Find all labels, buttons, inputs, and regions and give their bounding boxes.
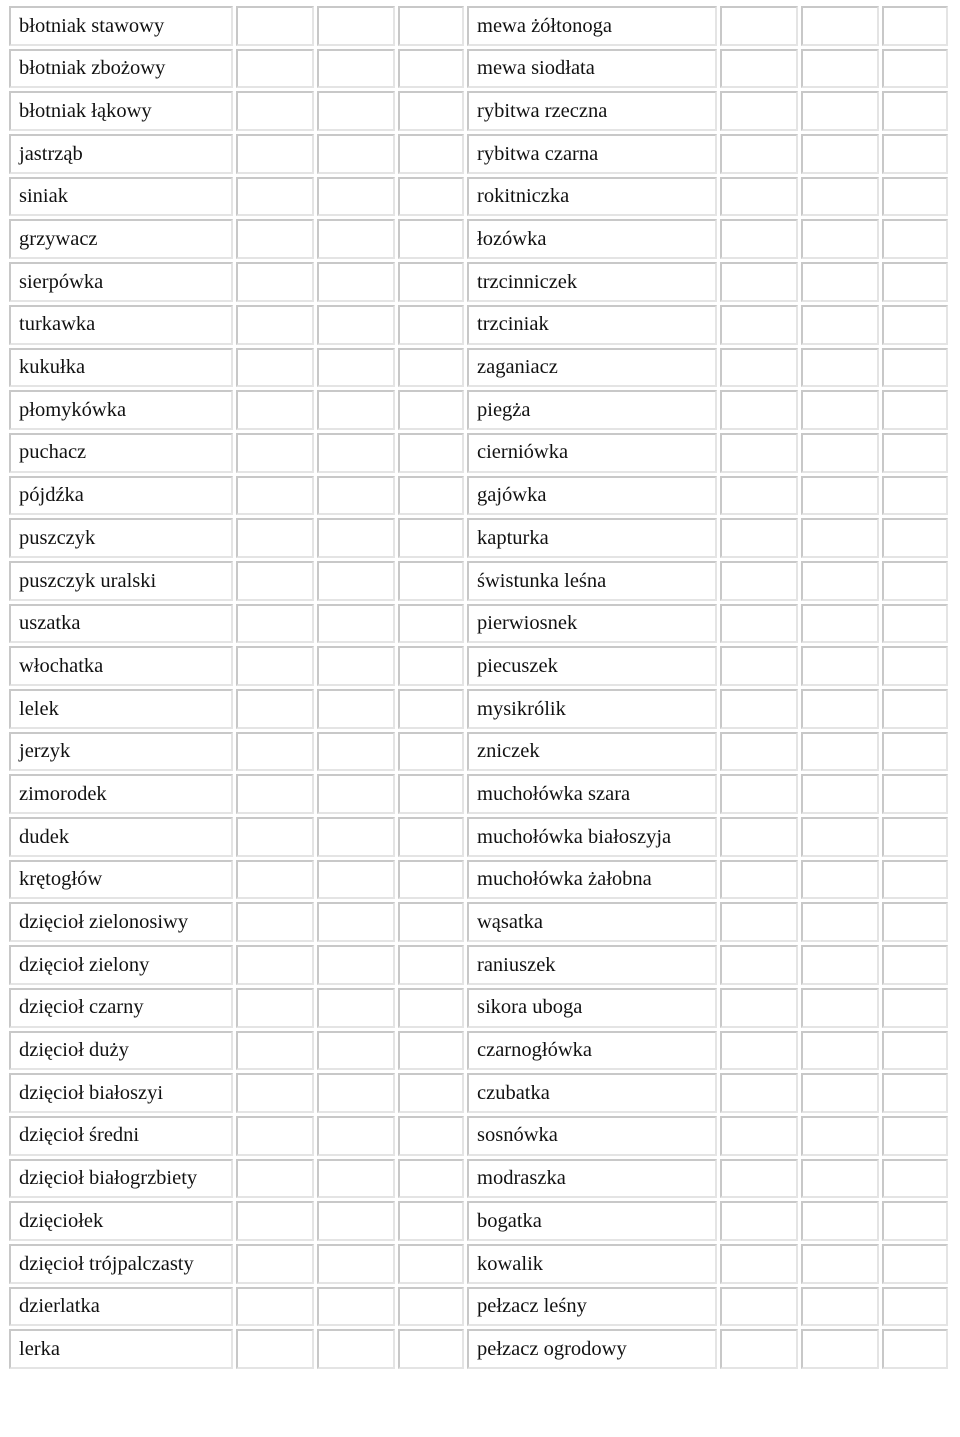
species-name-cell: czubatka bbox=[467, 1073, 717, 1113]
table-row bbox=[9, 433, 948, 473]
species-name-cell: modraszka bbox=[467, 1159, 717, 1199]
empty-cell bbox=[882, 945, 948, 985]
empty-cell bbox=[236, 262, 314, 302]
empty-cell bbox=[801, 604, 879, 644]
empty-cell bbox=[317, 1159, 395, 1199]
empty-cell bbox=[882, 476, 948, 516]
species-name-cell: łozówka bbox=[467, 219, 717, 259]
empty-cell bbox=[720, 91, 798, 131]
empty-cell bbox=[720, 1116, 798, 1156]
table-row bbox=[9, 348, 948, 388]
empty-cell bbox=[398, 6, 464, 46]
table-row bbox=[9, 134, 948, 174]
table-row bbox=[9, 646, 948, 686]
species-name-cell: jerzyk bbox=[9, 732, 233, 772]
empty-cell bbox=[398, 732, 464, 772]
table-row bbox=[9, 689, 948, 729]
empty-cell bbox=[398, 1116, 464, 1156]
species-name-cell: puszczyk uralski bbox=[9, 561, 233, 601]
empty-cell bbox=[882, 219, 948, 259]
empty-cell bbox=[882, 817, 948, 857]
empty-cell bbox=[236, 91, 314, 131]
empty-cell bbox=[236, 1031, 314, 1071]
empty-cell bbox=[882, 561, 948, 601]
empty-cell bbox=[720, 1201, 798, 1241]
empty-cell bbox=[317, 817, 395, 857]
empty-cell bbox=[801, 6, 879, 46]
empty-cell bbox=[236, 433, 314, 473]
table-row bbox=[9, 988, 948, 1028]
empty-cell bbox=[882, 518, 948, 558]
table-row bbox=[9, 1116, 948, 1156]
empty-cell bbox=[801, 177, 879, 217]
species-name-cell: uszatka bbox=[9, 604, 233, 644]
empty-cell bbox=[398, 817, 464, 857]
empty-cell bbox=[317, 988, 395, 1028]
species-name-cell: kowalik bbox=[467, 1244, 717, 1284]
species-name-cell: mysikrólik bbox=[467, 689, 717, 729]
empty-cell bbox=[801, 1159, 879, 1199]
species-name-cell: puszczyk bbox=[9, 518, 233, 558]
species-name-cell: płomykówka bbox=[9, 390, 233, 430]
empty-cell bbox=[398, 988, 464, 1028]
empty-cell bbox=[317, 774, 395, 814]
empty-cell bbox=[720, 177, 798, 217]
empty-cell bbox=[236, 6, 314, 46]
species-name-cell: kapturka bbox=[467, 518, 717, 558]
empty-cell bbox=[236, 860, 314, 900]
empty-cell bbox=[317, 860, 395, 900]
empty-cell bbox=[317, 1329, 395, 1369]
empty-cell bbox=[236, 774, 314, 814]
empty-cell bbox=[882, 390, 948, 430]
empty-cell bbox=[398, 262, 464, 302]
species-name-cell: mewa siodłata bbox=[467, 49, 717, 89]
empty-cell bbox=[317, 91, 395, 131]
empty-cell bbox=[882, 1244, 948, 1284]
table-row bbox=[9, 561, 948, 601]
empty-cell bbox=[317, 305, 395, 345]
empty-cell bbox=[317, 6, 395, 46]
species-name-cell: świstunka leśna bbox=[467, 561, 717, 601]
empty-cell bbox=[801, 561, 879, 601]
empty-cell bbox=[801, 390, 879, 430]
species-name-cell: sosnówka bbox=[467, 1116, 717, 1156]
empty-cell bbox=[720, 902, 798, 942]
empty-cell bbox=[882, 860, 948, 900]
species-name-cell: muchołówka białoszyja bbox=[467, 817, 717, 857]
table-row bbox=[9, 1244, 948, 1284]
empty-cell bbox=[398, 1244, 464, 1284]
empty-cell bbox=[720, 1329, 798, 1369]
empty-cell bbox=[398, 1073, 464, 1113]
species-name-cell: rybitwa czarna bbox=[467, 134, 717, 174]
empty-cell bbox=[398, 348, 464, 388]
empty-cell bbox=[236, 1159, 314, 1199]
empty-cell bbox=[236, 1073, 314, 1113]
empty-cell bbox=[882, 305, 948, 345]
empty-cell bbox=[882, 1031, 948, 1071]
species-name-cell: rybitwa rzeczna bbox=[467, 91, 717, 131]
empty-cell bbox=[398, 219, 464, 259]
table-row bbox=[9, 1073, 948, 1113]
empty-cell bbox=[398, 1031, 464, 1071]
species-name-cell: dzięcioł czarny bbox=[9, 988, 233, 1028]
empty-cell bbox=[720, 561, 798, 601]
species-name-cell: błotniak stawowy bbox=[9, 6, 233, 46]
empty-cell bbox=[398, 945, 464, 985]
empty-cell bbox=[398, 476, 464, 516]
empty-cell bbox=[236, 219, 314, 259]
empty-cell bbox=[398, 134, 464, 174]
empty-cell bbox=[801, 305, 879, 345]
species-name-cell: błotniak łąkowy bbox=[9, 91, 233, 131]
empty-cell bbox=[236, 1201, 314, 1241]
empty-cell bbox=[317, 1073, 395, 1113]
empty-cell bbox=[236, 134, 314, 174]
empty-cell bbox=[317, 134, 395, 174]
empty-cell bbox=[882, 604, 948, 644]
species-name-cell: muchołówka szara bbox=[467, 774, 717, 814]
empty-cell bbox=[317, 433, 395, 473]
species-name-cell: włochatka bbox=[9, 646, 233, 686]
species-name-cell: zimorodek bbox=[9, 774, 233, 814]
empty-cell bbox=[882, 1116, 948, 1156]
empty-cell bbox=[882, 134, 948, 174]
species-name-cell: trzciniak bbox=[467, 305, 717, 345]
species-name-cell: dzięciołek bbox=[9, 1201, 233, 1241]
empty-cell bbox=[801, 646, 879, 686]
table-row bbox=[9, 177, 948, 217]
species-name-cell: bogatka bbox=[467, 1201, 717, 1241]
empty-cell bbox=[801, 348, 879, 388]
species-name-cell: raniuszek bbox=[467, 945, 717, 985]
empty-cell bbox=[398, 860, 464, 900]
empty-cell bbox=[720, 134, 798, 174]
species-name-cell: trzcinniczek bbox=[467, 262, 717, 302]
species-name-cell: cierniówka bbox=[467, 433, 717, 473]
empty-cell bbox=[317, 476, 395, 516]
empty-cell bbox=[236, 561, 314, 601]
empty-cell bbox=[882, 177, 948, 217]
empty-cell bbox=[720, 262, 798, 302]
empty-cell bbox=[720, 433, 798, 473]
empty-cell bbox=[317, 177, 395, 217]
species-name-cell: turkawka bbox=[9, 305, 233, 345]
empty-cell bbox=[236, 817, 314, 857]
table-row bbox=[9, 732, 948, 772]
species-name-cell: dzięcioł zielonosiwy bbox=[9, 902, 233, 942]
empty-cell bbox=[236, 476, 314, 516]
empty-cell bbox=[236, 988, 314, 1028]
empty-cell bbox=[317, 1244, 395, 1284]
empty-cell bbox=[720, 988, 798, 1028]
empty-cell bbox=[398, 91, 464, 131]
empty-cell bbox=[882, 1329, 948, 1369]
empty-cell bbox=[317, 1116, 395, 1156]
empty-cell bbox=[398, 518, 464, 558]
table-row bbox=[9, 305, 948, 345]
empty-cell bbox=[317, 604, 395, 644]
table-row bbox=[9, 945, 948, 985]
empty-cell bbox=[720, 390, 798, 430]
empty-cell bbox=[317, 646, 395, 686]
empty-cell bbox=[720, 1287, 798, 1327]
empty-cell bbox=[317, 902, 395, 942]
empty-cell bbox=[801, 988, 879, 1028]
empty-cell bbox=[720, 689, 798, 729]
table-row bbox=[9, 219, 948, 259]
empty-cell bbox=[720, 219, 798, 259]
empty-cell bbox=[317, 1201, 395, 1241]
empty-cell bbox=[801, 476, 879, 516]
species-name-cell: piecuszek bbox=[467, 646, 717, 686]
empty-cell bbox=[236, 902, 314, 942]
empty-cell bbox=[720, 348, 798, 388]
empty-cell bbox=[882, 348, 948, 388]
species-name-cell: pełzacz ogrodowy bbox=[467, 1329, 717, 1369]
empty-cell bbox=[317, 689, 395, 729]
empty-cell bbox=[317, 945, 395, 985]
species-name-cell: puchacz bbox=[9, 433, 233, 473]
empty-cell bbox=[801, 262, 879, 302]
table-row bbox=[9, 49, 948, 89]
species-table bbox=[6, 3, 951, 1372]
species-name-cell: dzięcioł trójpalczasty bbox=[9, 1244, 233, 1284]
empty-cell bbox=[398, 390, 464, 430]
empty-cell bbox=[398, 1159, 464, 1199]
empty-cell bbox=[236, 177, 314, 217]
empty-cell bbox=[398, 1287, 464, 1327]
empty-cell bbox=[801, 945, 879, 985]
empty-cell bbox=[317, 732, 395, 772]
species-name-cell: gajówka bbox=[467, 476, 717, 516]
species-name-cell: dzierlatka bbox=[9, 1287, 233, 1327]
species-name-cell: sierpówka bbox=[9, 262, 233, 302]
empty-cell bbox=[801, 1329, 879, 1369]
empty-cell bbox=[801, 1244, 879, 1284]
table-row bbox=[9, 518, 948, 558]
empty-cell bbox=[882, 988, 948, 1028]
empty-cell bbox=[317, 561, 395, 601]
empty-cell bbox=[236, 689, 314, 729]
species-name-cell: czarnogłówka bbox=[467, 1031, 717, 1071]
empty-cell bbox=[236, 1329, 314, 1369]
empty-cell bbox=[720, 305, 798, 345]
empty-cell bbox=[317, 518, 395, 558]
empty-cell bbox=[398, 433, 464, 473]
empty-cell bbox=[882, 6, 948, 46]
empty-cell bbox=[317, 1031, 395, 1071]
empty-cell bbox=[236, 732, 314, 772]
empty-cell bbox=[317, 49, 395, 89]
empty-cell bbox=[801, 689, 879, 729]
empty-cell bbox=[398, 305, 464, 345]
empty-cell bbox=[398, 604, 464, 644]
empty-cell bbox=[236, 646, 314, 686]
empty-cell bbox=[801, 49, 879, 89]
empty-cell bbox=[317, 219, 395, 259]
empty-cell bbox=[801, 774, 879, 814]
empty-cell bbox=[398, 646, 464, 686]
empty-cell bbox=[801, 134, 879, 174]
empty-cell bbox=[882, 902, 948, 942]
species-name-cell: pełzacz leśny bbox=[467, 1287, 717, 1327]
empty-cell bbox=[398, 1201, 464, 1241]
species-name-cell: dzięcioł średni bbox=[9, 1116, 233, 1156]
empty-cell bbox=[236, 1116, 314, 1156]
empty-cell bbox=[720, 604, 798, 644]
empty-cell bbox=[882, 49, 948, 89]
species-name-cell: lelek bbox=[9, 689, 233, 729]
empty-cell bbox=[801, 91, 879, 131]
empty-cell bbox=[882, 1201, 948, 1241]
empty-cell bbox=[317, 348, 395, 388]
species-name-cell: grzywacz bbox=[9, 219, 233, 259]
empty-cell bbox=[882, 1287, 948, 1327]
table-row bbox=[9, 860, 948, 900]
empty-cell bbox=[882, 433, 948, 473]
table-row bbox=[9, 1201, 948, 1241]
table-row bbox=[9, 1031, 948, 1071]
table-row bbox=[9, 91, 948, 131]
empty-cell bbox=[801, 732, 879, 772]
empty-cell bbox=[801, 1073, 879, 1113]
empty-cell bbox=[398, 1329, 464, 1369]
table-row bbox=[9, 262, 948, 302]
empty-cell bbox=[236, 604, 314, 644]
species-name-cell: muchołówka żałobna bbox=[467, 860, 717, 900]
empty-cell bbox=[236, 305, 314, 345]
species-name-cell: sikora uboga bbox=[467, 988, 717, 1028]
empty-cell bbox=[720, 860, 798, 900]
table-row bbox=[9, 1287, 948, 1327]
empty-cell bbox=[236, 49, 314, 89]
empty-cell bbox=[801, 860, 879, 900]
species-name-cell: dudek bbox=[9, 817, 233, 857]
empty-cell bbox=[882, 646, 948, 686]
species-name-cell: piegża bbox=[467, 390, 717, 430]
empty-cell bbox=[801, 902, 879, 942]
empty-cell bbox=[801, 219, 879, 259]
species-name-cell: rokitniczka bbox=[467, 177, 717, 217]
table-row bbox=[9, 1159, 948, 1199]
empty-cell bbox=[317, 390, 395, 430]
empty-cell bbox=[720, 49, 798, 89]
species-name-cell: dzięcioł białoszyi bbox=[9, 1073, 233, 1113]
table-row bbox=[9, 817, 948, 857]
empty-cell bbox=[317, 262, 395, 302]
empty-cell bbox=[236, 390, 314, 430]
empty-cell bbox=[398, 902, 464, 942]
empty-cell bbox=[882, 689, 948, 729]
empty-cell bbox=[720, 817, 798, 857]
empty-cell bbox=[720, 945, 798, 985]
empty-cell bbox=[720, 476, 798, 516]
empty-cell bbox=[398, 49, 464, 89]
empty-cell bbox=[398, 774, 464, 814]
empty-cell bbox=[882, 732, 948, 772]
table-row bbox=[9, 774, 948, 814]
species-name-cell: zaganiacz bbox=[467, 348, 717, 388]
species-name-cell: dzięcioł duży bbox=[9, 1031, 233, 1071]
empty-cell bbox=[720, 1073, 798, 1113]
empty-cell bbox=[882, 1073, 948, 1113]
table-row bbox=[9, 390, 948, 430]
empty-cell bbox=[882, 91, 948, 131]
species-name-cell: krętogłów bbox=[9, 860, 233, 900]
empty-cell bbox=[398, 689, 464, 729]
species-name-cell: siniak bbox=[9, 177, 233, 217]
table-row bbox=[9, 902, 948, 942]
empty-cell bbox=[720, 732, 798, 772]
empty-cell bbox=[236, 348, 314, 388]
empty-cell bbox=[398, 177, 464, 217]
empty-cell bbox=[801, 1116, 879, 1156]
species-name-cell: dzięcioł białogrzbiety bbox=[9, 1159, 233, 1199]
species-name-cell: lerka bbox=[9, 1329, 233, 1369]
table-row bbox=[9, 476, 948, 516]
species-name-cell: kukułka bbox=[9, 348, 233, 388]
empty-cell bbox=[720, 774, 798, 814]
empty-cell bbox=[882, 774, 948, 814]
species-name-cell: pójdźka bbox=[9, 476, 233, 516]
empty-cell bbox=[317, 1287, 395, 1327]
table-row bbox=[9, 6, 948, 46]
empty-cell bbox=[801, 817, 879, 857]
empty-cell bbox=[801, 518, 879, 558]
empty-cell bbox=[398, 561, 464, 601]
species-name-cell: pierwiosnek bbox=[467, 604, 717, 644]
species-name-cell: zniczek bbox=[467, 732, 717, 772]
empty-cell bbox=[720, 518, 798, 558]
empty-cell bbox=[801, 433, 879, 473]
empty-cell bbox=[236, 1244, 314, 1284]
empty-cell bbox=[720, 1031, 798, 1071]
species-name-cell: błotniak zbożowy bbox=[9, 49, 233, 89]
empty-cell bbox=[236, 945, 314, 985]
table-row bbox=[9, 604, 948, 644]
empty-cell bbox=[720, 1159, 798, 1199]
species-name-cell: jastrząb bbox=[9, 134, 233, 174]
empty-cell bbox=[882, 262, 948, 302]
empty-cell bbox=[720, 6, 798, 46]
empty-cell bbox=[801, 1287, 879, 1327]
species-name-cell: wąsatka bbox=[467, 902, 717, 942]
empty-cell bbox=[720, 646, 798, 686]
species-name-cell: mewa żółtonoga bbox=[467, 6, 717, 46]
empty-cell bbox=[882, 1159, 948, 1199]
empty-cell bbox=[801, 1031, 879, 1071]
empty-cell bbox=[801, 1201, 879, 1241]
empty-cell bbox=[236, 518, 314, 558]
empty-cell bbox=[720, 1244, 798, 1284]
empty-cell bbox=[236, 1287, 314, 1327]
species-name-cell: dzięcioł zielony bbox=[9, 945, 233, 985]
table-row bbox=[9, 1329, 948, 1369]
